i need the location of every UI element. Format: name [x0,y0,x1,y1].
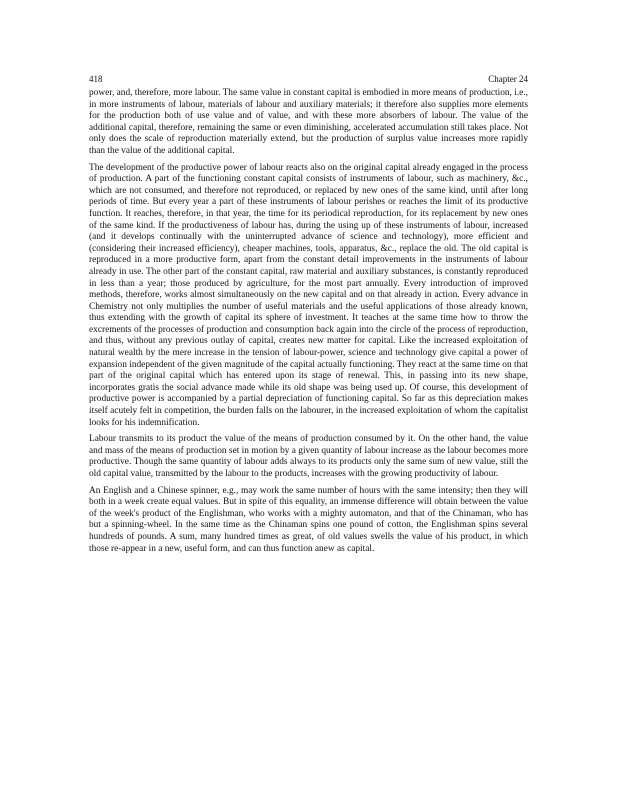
document-page [89,74,528,560]
page-number: 418 [89,74,103,84]
paragraph-4: An English and a Chinese spinner, e.g., may work the same number of hours with the same intensity; then they will both in a week create equal values. But in spite of this equality, an immense difference will obtain between the value of the week's product of the Englishman, who works with a mighty automaton, and that of the Chinaman, who has but a spinning-wheel. In the same time as the Chinaman spins one pound of cotton, the Englishman spins several hundreds of pounds. A sum, many hundred times as great, of old values swells the value of his product, in which those re-appear in a new, useful form, and can thus function anew as capital. [89,485,528,554]
page-header [89,74,528,85]
paragraph-1: power, and, therefore, more labour. The same value in constant capital is embodied in more means of production, i.e., in more instruments of labour, materials of labour and auxiliary materials; it therefore also supplies more elements for the production both of use value and of value, and with these more absorbers of labour. The value of the additional capital, therefore, remaining the same or even diminishing, accelerated accumulation still takes place. Not only does the scale of reproduction materially extend, but the production of surplus value increases more rapidly than the value of the additional capital. [89,88,528,156]
chapter-label: Chapter 24 [488,74,528,84]
paragraph-3: Labour transmits to its product the value of the means of production consumed by it. On the other hand, the value and mass of the means of production set in motion by a given quantity of labour increase as the labour becomes more productive. Though the same quantity of labour adds always to its products only the same sum of new value, still the old capital value, transmitted by the labour to the products, increases with the growing productivity of labour. [89,434,528,479]
paragraph-2: The development of the productive power of labour reacts also on the original capital already engaged in the process of production. A part of the functioning constant capital consists of instruments of labour, such as machinery, &c., which are not consumed, and therefore not reproduced, or replaced by new ones of the same kind, until after long periods of time. But every year a part of these instruments of labour perishes or reaches the limit of its productive function. It reaches, therefore, in that year, the time for its periodical reproduction, for its replacement by new ones of the same kind. If the productiveness of labour has, during the using up of these instruments of labour, increased (and it develops continually with the uninterrupted advance of science and technology), more efficient and (considering their increased efficiency), cheaper machines, tools, apparatus, &c., replace the old. The old capital is reproduced in a more productive form, apart from the constant detail improvements in the instruments of labour already in use. The other part of the constant capital, raw material and auxiliary substances, is constantly reproduced in less than a year; those produced by agriculture, for the most part annually. Every introduction of improved methods, therefore, works almost simultaneously on the new capital and on that already in action. Every advance in Chemistry not only multiplies the number of useful materials and the useful applications of those already known, thus extending with the growth of capital its sphere of investment. It teaches at the same time how to throw the excrements of the processes of production and consumption back again into the circle of the process of reproduction, and thus, without any previous outlay of capital, creates new matter for capital. Like the increased exploitation of natural wealth by the mere increase in the tension of labour-power, science and technology give capital a power of expansion independent of the given magnitude of the capital actually functioning. They react at the same time on that part of the original capital which has entered upon its stage of renewal. This, in passing into its new shape, incorporates gratis the social advance made while its old shape was being used up. Of course, this development of productive power is accompanied by a partial depreciation of functioning capital. So far as this depreciation makes itself acutely felt in competition, the burden falls on the labourer, in the increased exploitation of whom the capitalist looks for his indemnification. [89,162,528,428]
